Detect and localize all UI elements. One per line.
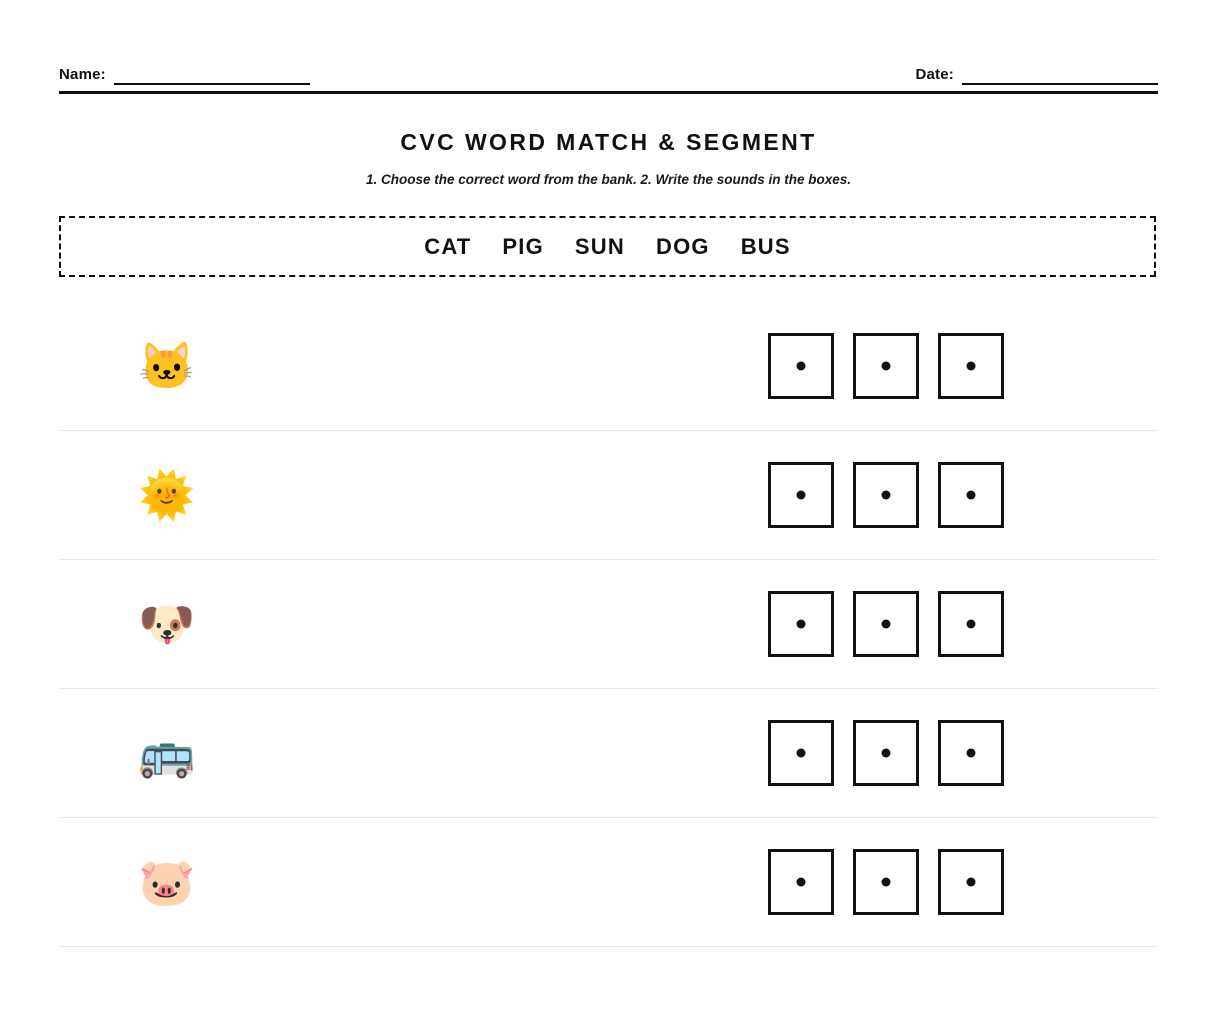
box-dot-icon [797,491,806,500]
exercise-row [59,560,1158,689]
box-dot-icon [797,362,806,371]
box-dot-icon [967,362,976,371]
pig-face-emoji: 🐷 [138,856,196,908]
box-dot-icon [882,749,891,758]
box-dot-icon [797,878,806,887]
header-divider [59,91,1158,94]
page-instructions: 1. Choose the correct word from the bank. 2. Write the sounds in the boxes. [365,172,852,187]
box-dot-icon [882,491,891,500]
exercise-row [59,818,1158,947]
box-dot-icon [967,749,976,758]
word-answer-line[interactable] [249,624,729,625]
exercise-row [59,431,1158,560]
sound-boxes [768,462,1004,528]
sound-box[interactable] [768,591,834,657]
sound-box[interactable] [853,720,919,786]
sound-box[interactable] [853,591,919,657]
box-dot-icon [797,620,806,629]
exercise-row [59,302,1158,431]
sun-emoji: 🌞 [138,469,196,521]
word-bank-item[interactable]: PIG [502,233,544,259]
word-bank-item[interactable]: BUS [740,233,791,259]
page-title: CVC WORD MATCH & SEGMENT [400,129,817,155]
sound-box[interactable] [938,462,1004,528]
box-dot-icon [882,878,891,887]
date-write-line[interactable] [962,66,1158,85]
box-dot-icon [797,749,806,758]
word-bank-item[interactable]: SUN [574,233,625,259]
word-bank-item[interactable]: DOG [655,233,710,259]
sound-box[interactable] [853,333,919,399]
name-write-line[interactable] [114,66,310,85]
box-dot-icon [882,620,891,629]
sound-box[interactable] [938,849,1004,915]
sound-box[interactable] [853,462,919,528]
dog-face-emoji: 🐶 [138,598,196,650]
word-answer-line[interactable] [249,882,729,883]
sound-box[interactable] [768,333,834,399]
sound-box[interactable] [938,720,1004,786]
box-dot-icon [882,362,891,371]
sound-box[interactable] [768,462,834,528]
sound-box[interactable] [938,333,1004,399]
word-answer-line[interactable] [249,495,729,496]
date-field [915,66,1158,85]
box-dot-icon [967,878,976,887]
name-label: Name: [59,66,106,83]
sound-boxes [768,849,1004,915]
cat-face-emoji: 🐱 [138,340,196,392]
box-dot-icon [967,491,976,500]
bus-emoji: 🚌 [138,727,196,779]
word-bank-item[interactable]: CAT [424,233,472,259]
sound-box[interactable] [768,720,834,786]
box-dot-icon [967,620,976,629]
word-answer-line[interactable] [249,753,729,754]
sound-boxes [768,720,1004,786]
sound-box[interactable] [938,591,1004,657]
word-answer-line[interactable] [249,366,729,367]
exercise-row [59,689,1158,818]
exercise-rows [59,302,1158,947]
sound-boxes [768,333,1004,399]
header-fields [59,55,1158,85]
word-bank [59,216,1156,277]
date-label: Date: [915,66,954,83]
sound-boxes [768,591,1004,657]
sound-box[interactable] [768,849,834,915]
sound-box[interactable] [853,849,919,915]
name-field [59,66,310,85]
